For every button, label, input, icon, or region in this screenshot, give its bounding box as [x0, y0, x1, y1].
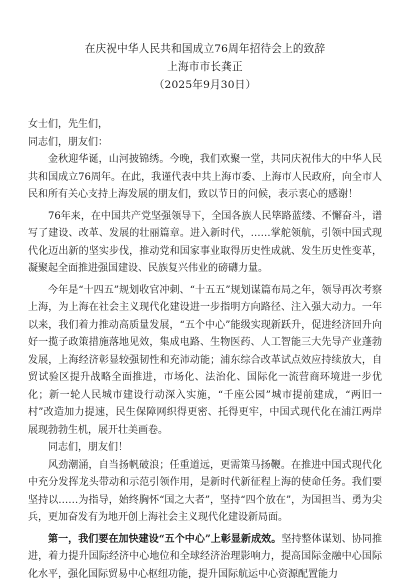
- paragraph-this-year: 今年是“十四五”规划收官冲刺、“十五五”规划谋篇布局之年，领导再次考察上海，为上海在社会主义现代化建设进一步指明方向路径、注入强大动力。一年以来，我们着力推动高质量发展，“五个中心”能级实现新跃升，促进经济回升向好一揽子政策措施落地见效，集成电路、生物医药、人工智能三大先导产业蓬勃发展，上海经济彰显较强韧性和充沛动能；浦东综合改革试点效应持续放大，自贸试验区提升战略全面推进，市场化、法治化、国际化一流营商环境进一步优化；新一轮人民城市建设行动深入实施，“千座公园”城市提前建成，“两旧一村”改造加力提速，民生保障网织得更密、托得更牢，中国式现代化在浦江两岸展现勃勃生机，展开壮美画卷。: [28, 284, 382, 436]
- speech-date: （2025年9月30日）: [153, 79, 257, 91]
- paragraph-76-years: 76年来，在中国共产党坚强领导下，全国各族人民筚路蓝缕、不懈奋斗，谱写了建设、改革、发展的壮丽篇章。进入新时代，……掌舵领航，引领中国式现代化迈出新的坚实步伐，推动党和国家事业取得历史性成就、发生历史性变革，凝聚起全面推进强国建设、民族复兴伟业的磅礴力量。: [28, 210, 382, 274]
- paragraph-opening: 金秋迎华诞，山河披锦绣。今晚，我们欢聚一堂，共同庆祝伟大的中华人民共和国成立76周年。在此，我谨代表中共上海市委、上海市人民政府，向全市人民和所有关心支持上海发展的朋友们，致以节日的问候，表示衷心的感谢！: [28, 154, 382, 200]
- salutation-line-1: 女士们，先生们，: [28, 119, 108, 130]
- speech-title-block: [28, 40, 382, 94]
- speaker-name: 上海市市长龚正: [167, 61, 243, 73]
- salutation-line-2: 同志们，朋友们：: [28, 136, 108, 148]
- paragraph-address: 同志们，朋友们！: [48, 442, 128, 453]
- paragraph-mission: 风劲潮涌，自当扬帆破浪；任重道远，更需策马扬鞭。在推进中国式现代化中充分发挥龙头带动和示范引领作用，是新时代新征程上海的使命任务。我们要坚持以……为指导，始终胸怀“国之大者”，坚持“四个放在”，为国担当、勇为尖兵，更加奋发有为地开创上海社会主义现代化建设新局面。: [28, 459, 382, 523]
- paragraph-first-point: [28, 531, 382, 580]
- first-point-heading: 第一，我们要在加快建设“五个中心”上彰显新成效。: [48, 533, 282, 545]
- first-point-body: 坚持整体谋划、协同推进，着力提升国际经济中心地位和全球经济治理影响力，提高国际金融中心国际化水平，强化国际贸易中心枢纽功能，提升国际航运中心资源配置能力: [28, 533, 382, 580]
- salutation-block: [28, 116, 382, 151]
- speech-title: 在庆祝中华人民共和国成立76周年招待会上的致辞: [84, 43, 326, 55]
